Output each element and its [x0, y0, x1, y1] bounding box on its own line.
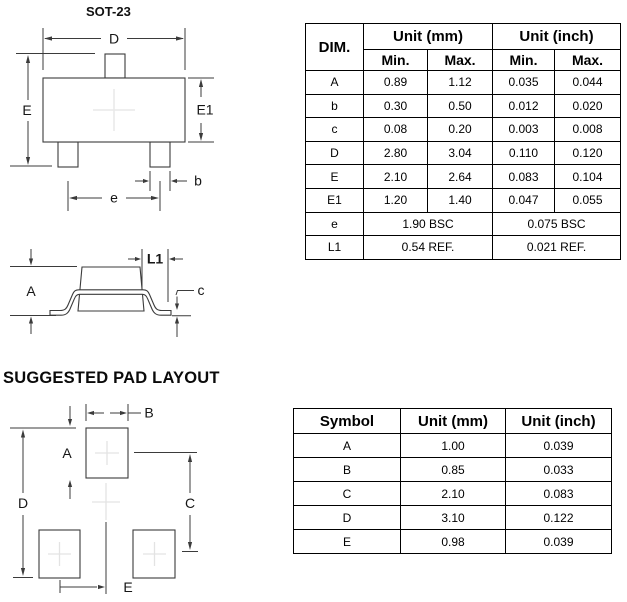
- cell-mm-max: 1.12: [428, 71, 493, 95]
- cell-mm-max: 3.04: [428, 141, 493, 165]
- cell-mm: 0.54 REF.: [364, 236, 493, 260]
- pad-row-B: [294, 458, 612, 482]
- dim-row-E1: [306, 188, 621, 212]
- cell-symbol: C: [294, 482, 401, 506]
- cell-mm: 3.10: [401, 506, 506, 530]
- cell-mm: 0.98: [401, 530, 506, 554]
- cell-inch: 0.033: [506, 458, 612, 482]
- cell-dim: c: [306, 118, 364, 142]
- dim-header-max-inch: Max.: [555, 50, 621, 71]
- cell-dim: L1: [306, 236, 364, 260]
- cell-symbol: E: [294, 530, 401, 554]
- cell-mm: 0.85: [401, 458, 506, 482]
- cell-inch: 0.021 REF.: [493, 236, 621, 260]
- cell-mm-max: 1.40: [428, 188, 493, 212]
- cell-inch-min: 0.083: [493, 165, 555, 189]
- dim-row-b: [306, 94, 621, 118]
- package-top-view-drawing: [0, 25, 230, 225]
- cell-inch-max: 0.044: [555, 71, 621, 95]
- dim-label-b: b: [194, 172, 202, 189]
- cell-inch-max: 0.008: [555, 118, 621, 142]
- pad-header-symbol: Symbol: [294, 409, 401, 434]
- cell-inch-min: 0.035: [493, 71, 555, 95]
- cell-symbol: D: [294, 506, 401, 530]
- pad-row-D: [294, 506, 612, 530]
- cell-dim: e: [306, 212, 364, 236]
- dim-header-max-mm: Max.: [428, 50, 493, 71]
- dim-label-A: A: [26, 283, 36, 299]
- cell-inch-max: 0.055: [555, 188, 621, 212]
- dim-label-e: e: [110, 189, 118, 206]
- dim-row-A: [306, 71, 621, 95]
- dim-header-min-inch: Min.: [493, 50, 555, 71]
- cell-dim: D: [306, 141, 364, 165]
- cell-mm-min: 2.80: [364, 141, 428, 165]
- cell-dim: E: [306, 165, 364, 189]
- pad-dim-label-E: E: [123, 579, 133, 595]
- cell-inch: 0.083: [506, 482, 612, 506]
- cell-inch-min: 0.012: [493, 94, 555, 118]
- cell-inch: 0.075 BSC: [493, 212, 621, 236]
- pad-header-unit-mm: Unit (mm): [401, 409, 506, 434]
- cell-dim: A: [306, 71, 364, 95]
- pad-layout-drawing: [0, 393, 235, 600]
- cell-symbol: B: [294, 458, 401, 482]
- pad-dim-label-C: C: [184, 495, 196, 511]
- cell-dim: E1: [306, 188, 364, 212]
- cell-mm-max: 0.50: [428, 94, 493, 118]
- cell-mm: 2.10: [401, 482, 506, 506]
- pad-header-unit-inch: Unit (inch): [506, 409, 612, 434]
- pad-dimension-table: [293, 408, 612, 554]
- pad-row-C: [294, 482, 612, 506]
- cell-inch-min: 0.110: [493, 141, 555, 165]
- cell-mm-min: 1.20: [364, 188, 428, 212]
- cell-mm-max: 0.20: [428, 118, 493, 142]
- side-view-body: [78, 267, 144, 311]
- package-title: SOT-23: [86, 4, 131, 19]
- dim-row-E: [306, 165, 621, 189]
- cell-mm: 1.90 BSC: [364, 212, 493, 236]
- dim-row-c: [306, 118, 621, 142]
- pad-layout-title: SUGGESTED PAD LAYOUT: [3, 369, 220, 387]
- dim-header-min-mm: Min.: [364, 50, 428, 71]
- package-side-view-drawing: [0, 240, 230, 352]
- cell-inch-max: 0.120: [555, 141, 621, 165]
- dim-header-unit-mm: Unit (mm): [364, 24, 493, 50]
- pad-dim-label-A: A: [62, 445, 72, 461]
- cell-mm-min: 0.30: [364, 94, 428, 118]
- dim-row-D: [306, 141, 621, 165]
- cell-inch-max: 0.104: [555, 165, 621, 189]
- dim-label-E: E: [22, 102, 32, 118]
- cell-inch: 0.039: [506, 434, 612, 458]
- pad-dim-label-D: D: [17, 495, 29, 511]
- cell-inch: 0.039: [506, 530, 612, 554]
- dim-label-E1: E1: [196, 101, 214, 118]
- dim-header-dim: DIM.: [306, 24, 364, 71]
- dim-label-D: D: [108, 30, 120, 47]
- cell-symbol: A: [294, 434, 401, 458]
- side-view-package: [50, 267, 171, 315]
- dimension-table: [305, 23, 621, 260]
- cell-dim: b: [306, 94, 364, 118]
- pad-dim-label-B: B: [144, 404, 154, 421]
- pad-row-A: [294, 434, 612, 458]
- cell-mm: 1.00: [401, 434, 506, 458]
- dim-label-c: c: [197, 282, 205, 298]
- cell-mm-min: 0.08: [364, 118, 428, 142]
- dim-table-header-row-1: [306, 24, 621, 50]
- pad-table-header-row: [294, 409, 612, 434]
- dim-row-e: [306, 212, 621, 236]
- pad-row-E: [294, 530, 612, 554]
- dim-label-L1: L1: [146, 250, 164, 267]
- dim-row-L1: [306, 236, 621, 260]
- dim-header-unit-inch: Unit (inch): [493, 24, 621, 50]
- cell-inch-max: 0.020: [555, 94, 621, 118]
- cell-inch-min: 0.003: [493, 118, 555, 142]
- cell-mm-min: 0.89: [364, 71, 428, 95]
- cell-inch: 0.122: [506, 506, 612, 530]
- cell-mm-max: 2.64: [428, 165, 493, 189]
- cell-mm-min: 2.10: [364, 165, 428, 189]
- cell-inch-min: 0.047: [493, 188, 555, 212]
